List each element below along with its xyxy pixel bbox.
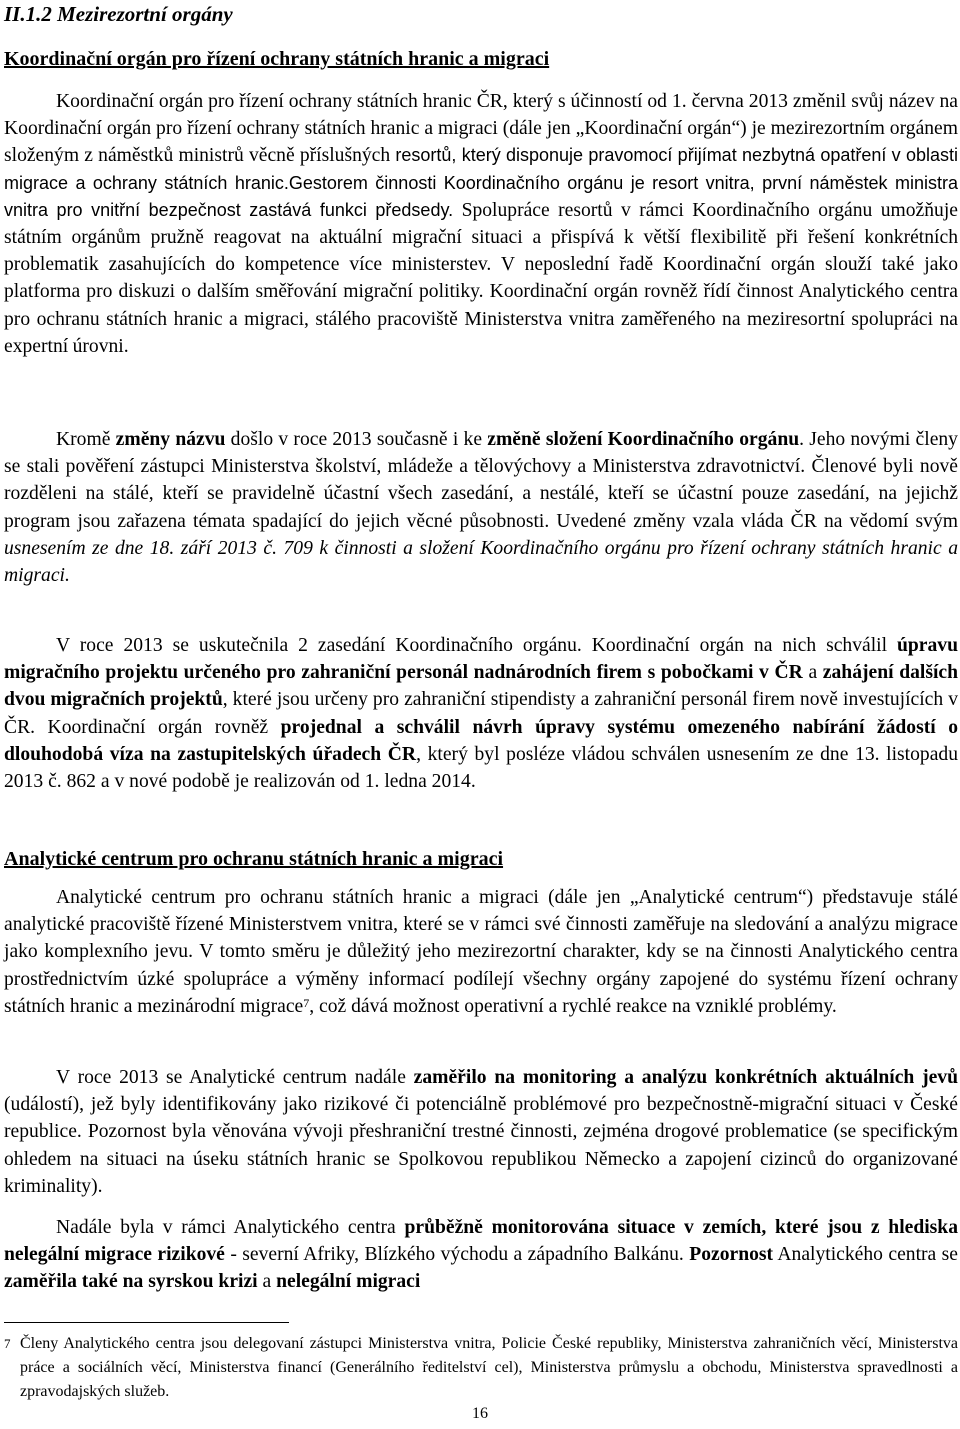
bold-run: změně složení Koordinačního orgánu: [487, 429, 800, 450]
text-run: , který byl posléze vládou schválen usnesením ze dne 13. listopadu 2013 č. 862 a v nové podobě je realizován od 1. ledna 2014.: [4, 743, 959, 793]
analytic-paragraph-3: [4, 1214, 958, 1296]
bold-run: projednal a schválil návrh úpravy systému omezeného nabírání žádostí o dlouhodobá víza na zastupitelských úřadech ČR: [4, 716, 959, 765]
text-run: Analytické centrum pro ochranu státních hranic a migraci (dále jen „Analytické centrum“) představuje stálé analytické pracoviště řízené Ministerstvem vnitra, které se v rámci své činnosti zaměřuje na sledování a analýzu migrace jako komplexního jevu. V tomto směru je důležitý jeho mezirezortní charakter, kdy se na činnosti Analytického centra prostřednictvím úzké spolupráce a výměny informací podílejí všechny orgány zapojené do systému řízení ochrany státních hranic a mezinárodní migrace: [4, 887, 958, 1017]
text-run: . Jeho novými členy se stali pověření zástupci Ministerstva školství, mládeže a tělovýchovy a Ministerstva zdravotnictví. Členové byli nově rozděleni na stálé, kteří se pravidelně účastní všech zasedání, a nestálé, kteří se účastní pouze zasedání, na jejichž program jsou zařazena témata spadající do jejich věcné působnosti. Uvedené změny vzala vláda ČR na vědomí svým: [4, 429, 958, 532]
text-run: Kromě: [56, 429, 116, 450]
bold-run: Pozornost: [689, 1244, 774, 1266]
footnote-text: Členy Analytického centra jsou delegovaní zástupci Ministerstva vnitra, Policie České republiky, Ministerstva zahraničních věcí, Ministerstva práce a sociálních věcí, Ministerstva financí (Generálního ředitelství cel), Ministerstva průmyslu a obchodu, Ministerstva spravedlnosti a zpravodajských služeb.: [20, 1335, 958, 1400]
italic-run: usnesením ze dne 18. září 2013 č. 709 k činnosti a složení Koordinačního orgánu pro řízení ochrany státních hranic a migraci.: [4, 537, 958, 587]
bold-run: průběžně monitorována situace v zemích, které jsou z hlediska nelegální migrace rizikové: [4, 1217, 958, 1266]
bold-run: zaměřilo na monitoring a analýzu konkrétních aktuálních jevů: [413, 1067, 958, 1088]
analytic-heading: Analytické centrum pro ochranu státních hranic a migraci: [4, 848, 504, 870]
page-number: 16: [472, 1405, 488, 1422]
footnote: [4, 1332, 958, 1404]
bold-run: zahájení dalších dvou migračních projektů: [4, 662, 958, 711]
text-run: a: [257, 1271, 277, 1293]
footnote-ref[interactable]: 7: [303, 995, 310, 1010]
text-run: V roce 2013 se Analytické centrum nadále: [56, 1067, 414, 1088]
section-heading: II.1.2 Mezirezortní orgány: [4, 2, 233, 26]
bold-run: úpravu migračního projektu určeného pro zahraniční personál nadnárodních firem s pobočkami v ČR: [4, 635, 958, 684]
coord-p1-part-b: Spolupráce resortů v rámci Koordinačního orgánu umožňuje státním orgánům pružně reagovat na aktuální migrační situaci a přispívá k větší flexibilitě při řešení konkrétních problematik zasahujících do kompetence více ministerstev. V neposlední řadě Koordinační orgán slouží také jako platforma pro diskuzi o dalším směřování migrační politiky. Koordinační orgán rovněž řídí činnost Analytického centra pro ochranu státních hranic a migraci, stálého pracoviště Ministerstva vnitra zaměřeného na meziresortní spolupráci na expertní úrovni.: [4, 199, 958, 357]
text-run: V roce 2013 se uskutečnila 2 zasedání Koordinačního orgánu. Koordinační orgán na nich schválil: [56, 635, 898, 656]
text-run: došlo v roce 2013 současně i ke: [225, 429, 488, 450]
coord-p1-sans: resortů, který disponuje pravomocí přijímat nezbytná opatření v oblasti migrace a ochrany státních hranic.Gestorem činnosti Koordinačního orgánu je resort vnitra, první náměstek ministra vnitra pro vnitřní bezpečnost zastává funkci předsedy.: [4, 145, 959, 220]
text-run: Nadále byla v rámci Analytického centra: [56, 1217, 405, 1238]
text-run: Analytického centra se: [773, 1244, 958, 1266]
text-run: (událostí), jež byly identifikovány jako rizikové či potenciálně problémové pro bezpečnostně-migrační situaci v České republice. Pozornost byla věnována vývoji přeshraniční trestné činnosti, zejména drogové problematice (se specifickým ohledem na situaci na úseku státních hranic se Spolkovou republikou Německo a zapojení cizinců do organizované kriminality).: [4, 1094, 958, 1197]
text-run: , které jsou určeny pro zahraniční stipendisty a zahraniční personál firem nově investujících v ČR. Koordinační orgán rovněž: [4, 689, 958, 738]
text-run: a: [802, 662, 823, 684]
bold-run: nelegální migraci: [276, 1271, 421, 1293]
bold-run: zaměřila také na syrskou krizi: [4, 1271, 258, 1293]
footnote-rule: [4, 1322, 289, 1323]
coord-heading: Koordinační orgán pro řízení ochrany státních hranic a migraci: [4, 48, 550, 70]
bold-run: změny názvu: [115, 429, 226, 450]
analytic-paragraph-2: [4, 1064, 958, 1200]
coord-p1-part-a: Koordinační orgán pro řízení ochrany státních hranic ČR, který s účinností od 1. června 2013 změnil svůj název na Koordinační orgán pro řízení ochrany státních hranic a migraci (dále jen „Koordinační orgán“) je mezirezortním orgánem složeným z náměstků ministrů věcně příslušných: [4, 91, 958, 167]
analytic-paragraph-1: [4, 884, 958, 1020]
coord-paragraph-1: [4, 88, 958, 360]
coord-paragraph-3: [4, 632, 958, 795]
coord-paragraph-2: [4, 426, 958, 589]
text-run: - severní Afriky, Blízkého východu a západního Balkánu.: [224, 1244, 690, 1266]
footnote-number: 7: [4, 1336, 11, 1351]
text-run: , což dává možnost operativní a rychlé reakce na vzniklé problémy.: [309, 995, 837, 1017]
